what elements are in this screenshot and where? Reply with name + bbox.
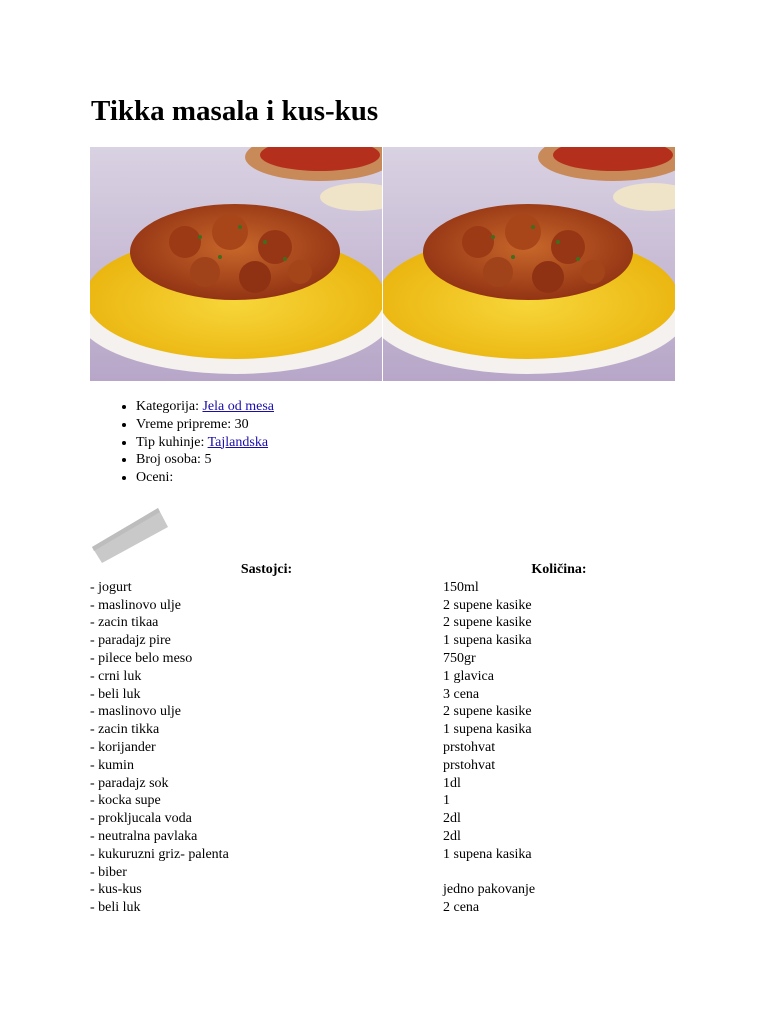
ingredient-name: - zacin tikka <box>90 722 160 738</box>
recipe-info-list <box>114 398 274 487</box>
ingredient-name: - beli luk <box>90 686 141 702</box>
table-row <box>90 865 675 883</box>
ingredient-name: - kumin <box>90 757 134 773</box>
ingredient-quantity: prstohvat <box>443 739 496 755</box>
info-label: Vreme pripreme: 30 <box>136 416 249 432</box>
ingredient-quantity: prstohvat <box>443 757 496 773</box>
table-row <box>90 687 675 705</box>
cuisine-link[interactable]: Tajlandska <box>207 434 269 450</box>
recipe-photo <box>383 147 675 381</box>
ingredient-name: - maslinovo ulje <box>90 597 181 613</box>
page-title: Tikka masala i kus-kus <box>91 95 379 127</box>
recipe-photo <box>90 147 382 381</box>
ingredient-quantity: 2dl <box>443 811 461 827</box>
ingredient-name: - maslinovo ulje <box>90 704 181 720</box>
ingredient-name: - kus-kus <box>90 882 142 898</box>
rating-widget[interactable] <box>90 505 170 565</box>
table-row <box>90 829 675 847</box>
ingredient-name: - korijander <box>90 739 156 755</box>
table-row <box>90 704 675 722</box>
ingredient-quantity: 1 <box>443 793 450 809</box>
ingredient-quantity: 750gr <box>443 650 476 666</box>
table-row <box>90 758 675 776</box>
ingredient-quantity: 3 cena <box>443 686 480 702</box>
info-label: Kategorija: <box>136 399 203 414</box>
info-label: Oceni: <box>136 470 174 486</box>
ingredient-quantity <box>443 865 675 883</box>
table-row <box>90 811 675 829</box>
info-label: Tip kuhinje: <box>136 434 208 450</box>
ingredient-name: - crni luk <box>90 668 142 684</box>
ingredient-name: - paradajz pire <box>90 633 171 649</box>
info-cuisine <box>136 434 274 452</box>
ingredient-quantity: 2dl <box>443 828 461 844</box>
table-header-row <box>90 562 675 580</box>
table-row <box>90 882 675 900</box>
table-row <box>90 740 675 758</box>
table-row <box>90 847 675 865</box>
recipe-photos <box>90 147 675 381</box>
ingredient-name: - beli luk <box>90 900 141 916</box>
category-link[interactable]: Jela od mesa <box>202 399 275 414</box>
ingredient-name: - pilece belo meso <box>90 650 193 666</box>
ingredient-name: - paradajz sok <box>90 775 169 791</box>
ingredient-name: - kukuruzni griz- palenta <box>90 846 229 862</box>
table-row <box>90 580 675 598</box>
table-row <box>90 900 675 918</box>
info-category <box>136 398 274 416</box>
ingredient-name: - jogurt <box>90 579 132 595</box>
info-rating <box>136 469 274 487</box>
ingredient-quantity: 2 supene kasike <box>443 597 532 613</box>
ingredient-name: - zacin tikaa <box>90 615 159 631</box>
ingredient-name: - neutralna pavlaka <box>90 828 198 844</box>
table-row <box>90 615 675 633</box>
table-row <box>90 633 675 651</box>
ingredient-name: - prokljucala voda <box>90 811 192 827</box>
ingredient-quantity: 1 supena kasika <box>443 846 532 862</box>
ingredient-quantity: 2 cena <box>443 900 480 916</box>
ingredient-quantity: 1dl <box>443 775 461 791</box>
table-row <box>90 776 675 794</box>
table-row <box>90 669 675 687</box>
info-prep-time <box>136 416 274 434</box>
ingredients-header: Sastojci: <box>240 562 293 577</box>
ingredient-quantity: 1 supena kasika <box>443 633 532 649</box>
ingredient-name: - kocka supe <box>90 793 161 809</box>
ingredient-quantity: 2 supene kasike <box>443 615 532 631</box>
ingredient-quantity: jedno pakovanje <box>443 882 536 898</box>
ingredient-quantity: 2 supene kasike <box>443 704 532 720</box>
table-row <box>90 651 675 669</box>
ingredients-table <box>90 562 675 918</box>
quantity-header: Količina: <box>531 562 587 577</box>
ingredients-body <box>90 580 675 918</box>
info-label: Broj osoba: 5 <box>136 452 212 468</box>
ingredient-quantity: 150ml <box>443 579 479 595</box>
table-row <box>90 598 675 616</box>
ingredient-name: - biber <box>90 864 127 880</box>
info-servings <box>136 451 274 469</box>
ingredient-quantity: 1 glavica <box>443 668 494 684</box>
ingredient-quantity: 1 supena kasika <box>443 722 532 738</box>
table-row <box>90 793 675 811</box>
table-row <box>90 722 675 740</box>
